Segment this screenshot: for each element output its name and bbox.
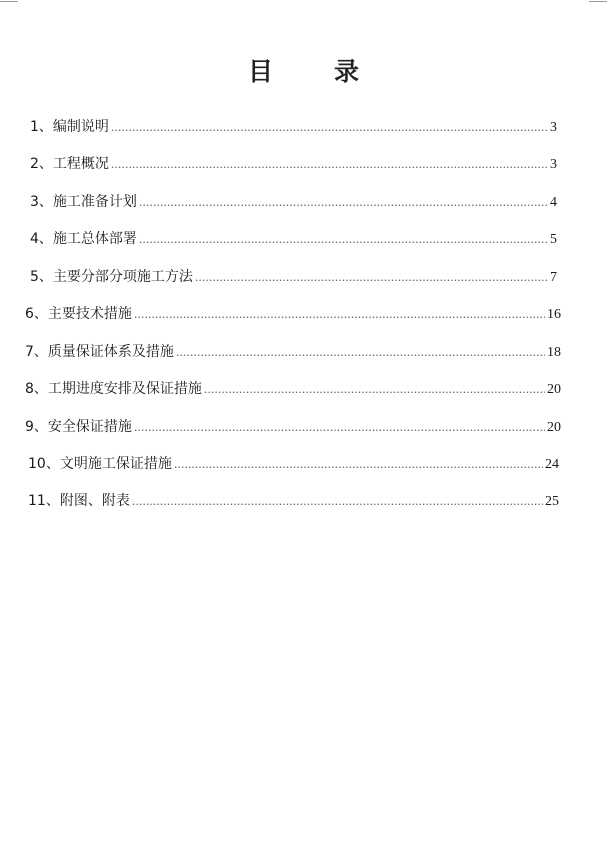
toc-entry-label: 5、主要分部分项施工方法 — [30, 269, 193, 285]
toc-entry-label: 11、附图、附表 — [28, 493, 130, 509]
page-corner-mark-left — [0, 1, 18, 2]
toc-leader-dots — [111, 152, 548, 178]
toc-entry-page: 24 — [545, 457, 559, 472]
toc-entry[interactable] — [30, 114, 557, 140]
toc-entry-page: 7 — [550, 270, 557, 285]
toc-entry-page: 3 — [550, 120, 557, 135]
toc-entry-label: 3、施工准备计划 — [30, 194, 137, 210]
toc-entry[interactable] — [30, 189, 557, 215]
toc-leader-dots — [139, 190, 548, 216]
toc-entry-page: 25 — [545, 494, 559, 509]
toc-leader-dots — [139, 227, 548, 253]
toc-leader-dots — [134, 415, 545, 441]
toc-entry-page: 16 — [547, 307, 561, 322]
toc-entry-page: 20 — [547, 420, 561, 435]
toc-leader-dots — [195, 265, 548, 291]
toc-entry-page: 3 — [550, 157, 557, 172]
toc-entry[interactable] — [25, 301, 561, 327]
toc-entry[interactable] — [30, 264, 557, 290]
toc-entry[interactable] — [25, 414, 561, 440]
toc-entry-page: 18 — [547, 345, 561, 360]
page-title: 目 录 — [247, 57, 377, 86]
toc-entry-label: 2、工程概况 — [30, 156, 109, 172]
toc-entry[interactable] — [28, 488, 559, 514]
toc-entry-page: 20 — [547, 382, 561, 397]
toc-entry-label: 4、施工总体部署 — [30, 231, 137, 247]
toc-entry-label: 8、工期进度安排及保证措施 — [25, 381, 202, 397]
toc-entry-label: 9、安全保证措施 — [25, 419, 132, 435]
toc-entry-page: 4 — [550, 195, 557, 210]
page-corner-mark-right — [589, 1, 607, 2]
toc-entry[interactable] — [28, 451, 559, 477]
toc-entry[interactable] — [25, 339, 561, 365]
toc-entry-label: 6、主要技术措施 — [25, 306, 132, 322]
toc-entry-label: 10、文明施工保证措施 — [28, 456, 172, 472]
toc-leader-dots — [134, 302, 545, 328]
toc-entry[interactable] — [30, 151, 557, 177]
toc-leader-dots — [111, 115, 548, 141]
toc-entry[interactable] — [25, 376, 561, 402]
toc-leader-dots — [204, 377, 545, 403]
toc-leader-dots — [132, 489, 543, 515]
toc-entry[interactable] — [30, 226, 557, 252]
toc-entry-label: 7、质量保证体系及措施 — [25, 344, 174, 360]
toc-leader-dots — [176, 340, 545, 366]
toc-entry-label: 1、编制说明 — [30, 119, 109, 135]
toc-leader-dots — [174, 452, 543, 478]
toc-entry-page: 5 — [550, 232, 557, 247]
